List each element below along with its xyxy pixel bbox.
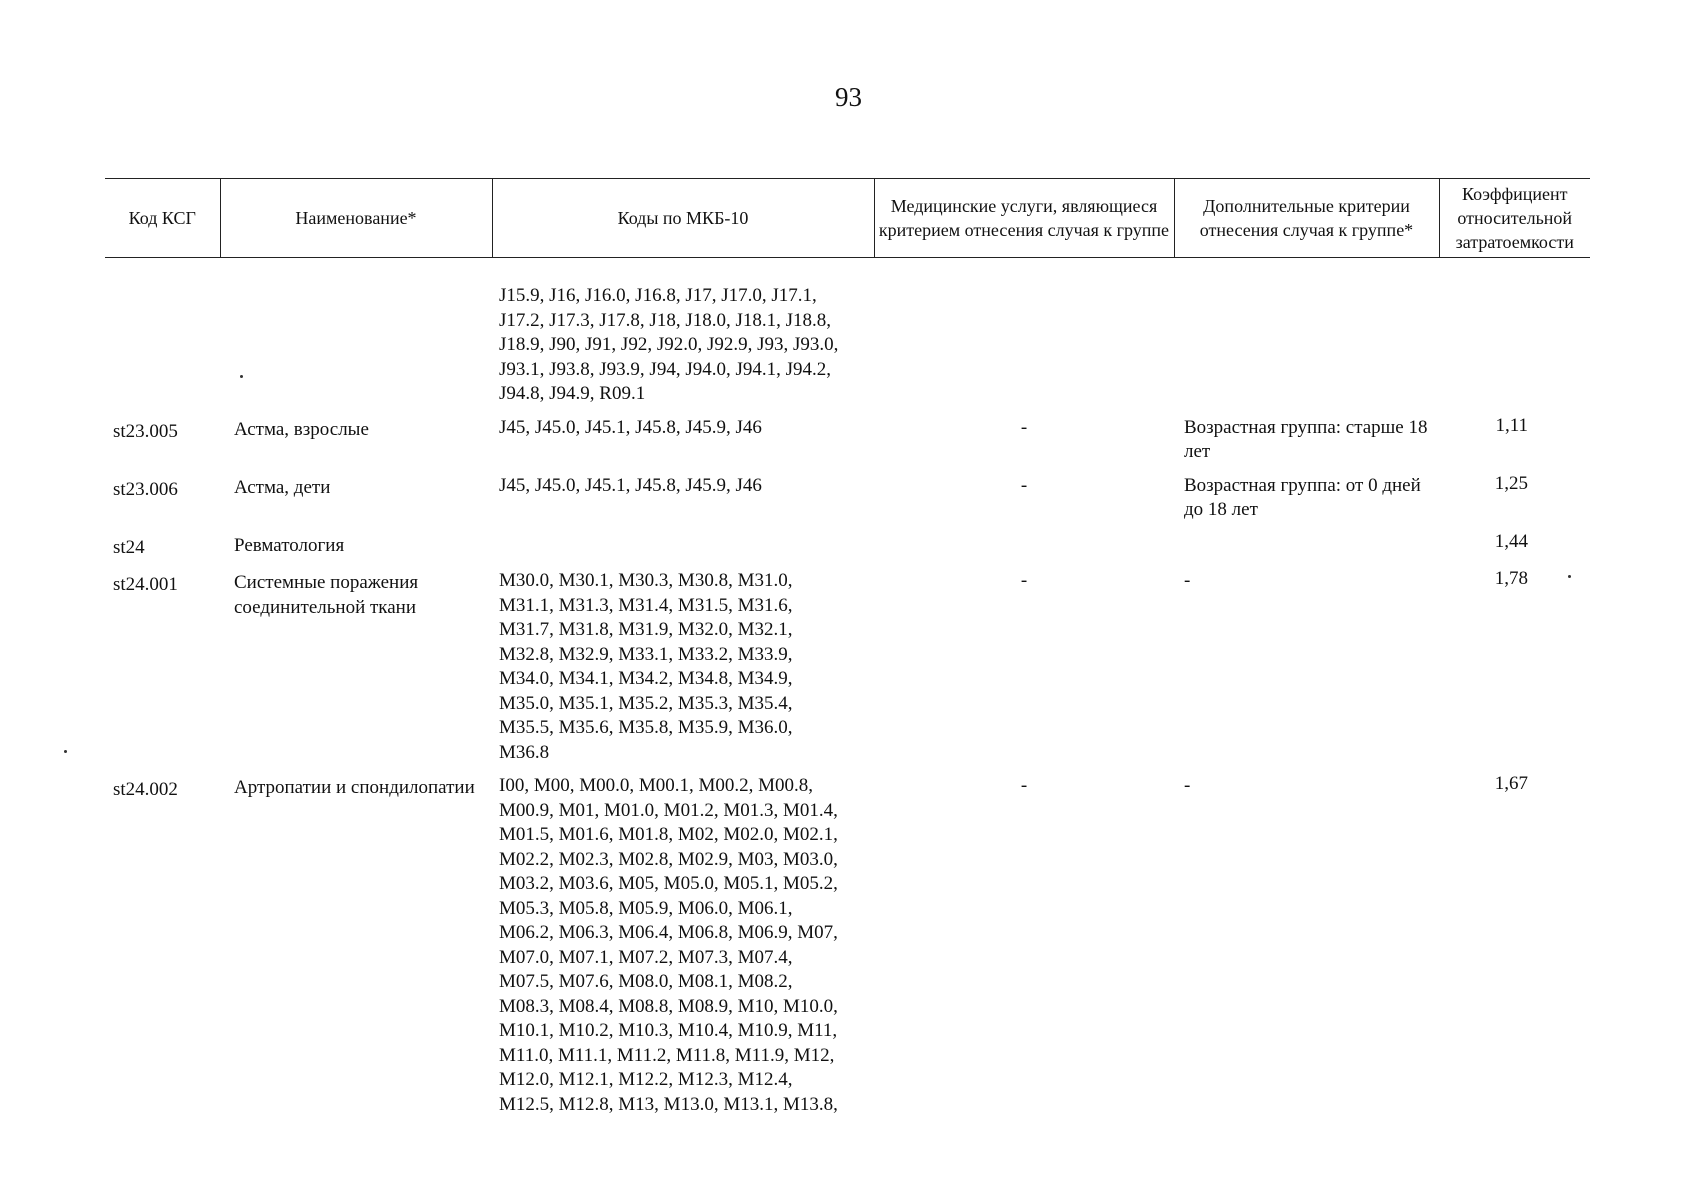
icd10-code-line: J93.1, J93.8, J93.9, J94, J94.0, J94.1, J94.2, bbox=[499, 358, 832, 380]
icd10-code-line: M01.5, M01.6, M01.8, M02, M02.0, M02.1, bbox=[499, 824, 838, 845]
scan-dot-mark bbox=[64, 750, 67, 753]
header-name: Наименование* bbox=[220, 179, 492, 258]
icd10-code-line: M00.9, M01, M01.0, M01.2, M01.3, M01.4, bbox=[499, 799, 838, 821]
header-coefficient: Коэффициент относительной затратоемкости bbox=[1439, 179, 1590, 258]
header-ksg-code: Код КСГ bbox=[128, 208, 196, 228]
icd10-code-line: M12.0, M12.1, M12.2, M12.3, M12.4, bbox=[499, 1069, 793, 1090]
coefficient-cell: 1,11 bbox=[1495, 414, 1528, 436]
ksg-name-cell: Астма, взрослые bbox=[234, 418, 369, 440]
icd10-code-line: M35.5, M35.6, M35.8, M35.9, M36.0, bbox=[499, 717, 793, 738]
header-medical-services: Медицинские услуги, являющиеся критерием отнесения случая к группе bbox=[874, 179, 1174, 258]
coefficient-cell: 1,67 bbox=[1494, 773, 1528, 794]
coefficient-cell bbox=[1439, 258, 1590, 407]
page-number: 93 bbox=[835, 82, 862, 112]
icd10-codes-cell bbox=[492, 566, 874, 765]
icd10-code-line: M32.8, M32.9, M33.1, M33.2, M33.9, bbox=[499, 643, 793, 665]
ksg-name-cell: Системные поражения соединительной ткани bbox=[234, 572, 419, 618]
additional-criteria-cell: - bbox=[1184, 570, 1191, 591]
icd10-codes-cell bbox=[492, 413, 874, 465]
icd10-code-line: M10.1, M10.2, M10.3, M10.4, M10.9, M11, bbox=[499, 1020, 838, 1041]
medical-services-cell bbox=[874, 529, 1174, 561]
icd10-code-line: J17.2, J17.3, J17.8, J18, J18.0, J18.1, J18.8, bbox=[499, 309, 832, 331]
medical-services-cell: - bbox=[1020, 416, 1028, 438]
ksg-name-cell: Артропатии и спондилопатии bbox=[234, 777, 475, 798]
scan-dot-mark bbox=[1568, 575, 1571, 578]
icd10-code-line: M34.0, M34.1, M34.2, M34.8, M34.9, bbox=[499, 668, 793, 689]
icd10-code-line: J15.9, J16, J16.0, J16.8, J17, J17.0, J17.1, bbox=[499, 285, 817, 306]
table-row bbox=[105, 413, 1590, 465]
additional-criteria-cell bbox=[1174, 258, 1439, 407]
ksg-code-cell: st23.006 bbox=[113, 478, 178, 500]
icd10-codes-cell bbox=[492, 771, 874, 1117]
header-icd10-codes: Коды по МКБ-10 bbox=[492, 179, 874, 258]
ksg-name-cell bbox=[220, 258, 492, 407]
icd10-code-line: M11.0, M11.1, M11.2, M11.8, M11.9, M12, bbox=[499, 1044, 835, 1066]
icd10-codes-cell bbox=[492, 471, 874, 523]
additional-criteria-cell: - bbox=[1184, 775, 1191, 796]
table-header bbox=[105, 179, 1590, 258]
icd10-code-line: M07.5, M07.6, M08.0, M08.1, M08.2, bbox=[499, 971, 793, 992]
icd10-code-line: M08.3, M08.4, M08.8, M08.9, M10, M10.0, bbox=[499, 995, 838, 1017]
ksg-table-container bbox=[105, 178, 1590, 1117]
icd10-code-line: M07.0, M07.1, M07.2, M07.3, M07.4, bbox=[499, 946, 793, 968]
table-row bbox=[105, 529, 1590, 561]
medical-services-cell: - bbox=[1020, 570, 1028, 591]
additional-criteria-cell bbox=[1174, 529, 1439, 561]
icd10-code-line: M06.2, M06.3, M06.4, M06.8, M06.9, M07, bbox=[499, 922, 838, 943]
icd10-codes-cell bbox=[492, 529, 874, 561]
icd10-code-line: J94.8, J94.9, R09.1 bbox=[499, 383, 646, 404]
coefficient-cell: 1,78 bbox=[1494, 568, 1528, 589]
icd10-code-line: J18.9, J90, J91, J92, J92.0, J92.9, J93, J93.0, bbox=[499, 334, 839, 355]
medical-services-cell: - bbox=[1020, 474, 1028, 496]
medical-services-cell: - bbox=[1020, 775, 1028, 796]
additional-criteria-cell: Возрастная группа: от 0 дней до 18 лет bbox=[1184, 474, 1421, 520]
ksg-table bbox=[105, 178, 1590, 1117]
ksg-name-cell: Астма, дети bbox=[234, 476, 331, 498]
additional-criteria-cell: Возрастная группа: старше 18 лет bbox=[1184, 416, 1428, 462]
icd10-code-line: M35.0, M35.1, M35.2, M35.3, M35.4, bbox=[499, 692, 793, 714]
icd10-code-line: M30.0, M30.1, M30.3, M30.8, M31.0, bbox=[499, 570, 793, 591]
header-additional-criteria: Дополнительные критерии отнесения случая к группе* bbox=[1174, 179, 1439, 258]
table-body bbox=[105, 258, 1590, 1118]
ksg-code-cell: st24 bbox=[113, 536, 145, 558]
icd10-code-line: M31.1, M31.3, M31.4, M31.5, M31.6, bbox=[499, 594, 793, 616]
coefficient-cell: 1,25 bbox=[1494, 472, 1528, 494]
icd10-code-line: M31.7, M31.8, M31.9, M32.0, M32.1, bbox=[499, 619, 793, 640]
coefficient-cell: 1,44 bbox=[1494, 530, 1528, 552]
icd10-code-line: J45, J45.0, J45.1, J45.8, J45.9, J46 bbox=[499, 416, 762, 438]
medical-services-cell bbox=[874, 258, 1174, 407]
icd10-code-line: M36.8 bbox=[499, 741, 550, 763]
ksg-code-cell: st24.002 bbox=[113, 779, 178, 800]
icd10-codes-cell bbox=[492, 258, 874, 407]
icd10-code-line: M03.2, M03.6, M05, M05.0, M05.1, M05.2, bbox=[499, 873, 838, 894]
table-row bbox=[105, 471, 1590, 523]
ksg-code-cell bbox=[105, 258, 220, 407]
table-row bbox=[105, 258, 1590, 407]
icd10-code-line: M05.3, M05.8, M05.9, M06.0, M06.1, bbox=[499, 897, 793, 919]
ksg-code-cell: st23.005 bbox=[113, 420, 178, 442]
icd10-code-line: J45, J45.0, J45.1, J45.8, J45.9, J46 bbox=[499, 474, 762, 496]
scan-dot-mark bbox=[240, 375, 243, 378]
icd10-code-line: M02.2, M02.3, M02.8, M02.9, M03, M03.0, bbox=[499, 848, 838, 870]
table-row bbox=[105, 771, 1590, 1117]
icd10-code-line: I00, M00, M00.0, M00.1, M00.2, M00.8, bbox=[499, 775, 814, 796]
icd10-code-line: M12.5, M12.8, M13, M13.0, M13.1, M13.8, bbox=[499, 1093, 838, 1115]
ksg-code-cell: st24.001 bbox=[113, 574, 178, 595]
table-row bbox=[105, 566, 1590, 765]
ksg-name-cell: Ревматология bbox=[234, 534, 345, 556]
